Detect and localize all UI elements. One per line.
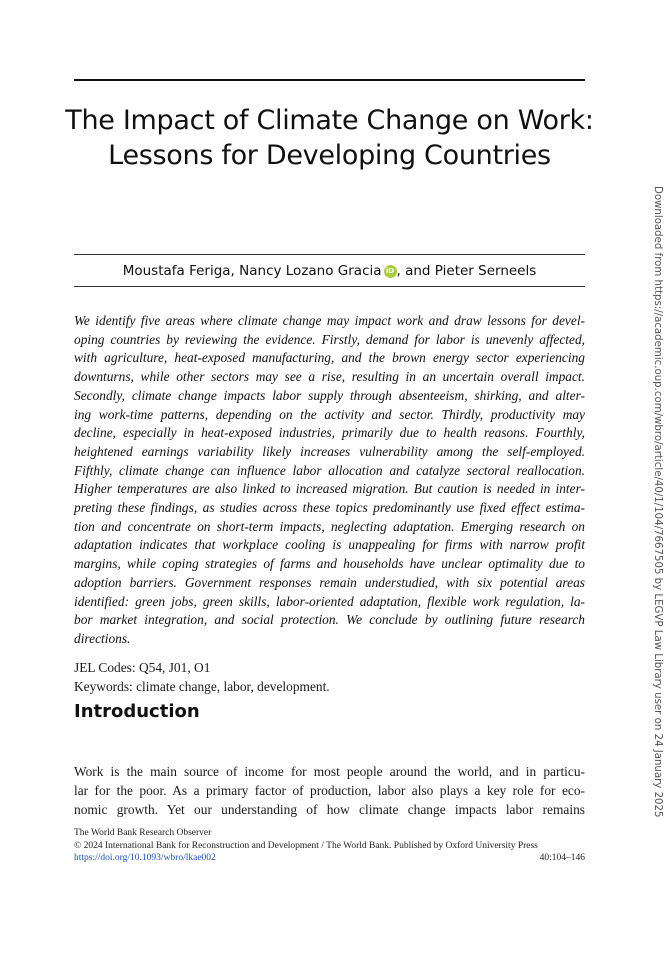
abstract: [74, 312, 585, 649]
page-footer: [74, 827, 585, 865]
abstract-line: Secondly, climate change impacts labor supply through absenteeism, shirking, and alter-: [74, 387, 585, 403]
body-line: Work is the main source of income for most people around the world, and in particu-: [74, 764, 585, 779]
copyright-notice: © 2024 International Bank for Reconstruction and Development / The World Bank. Published by Oxford University Press: [74, 840, 538, 851]
authors-text-end: , and Pieter Serneels: [396, 263, 537, 279]
abstract-line: Fifthly, climate change can influence labor allocation and catalyze sectoral reallocation.: [74, 462, 585, 478]
title-line: The Impact of Climate Change on Work:: [65, 105, 594, 136]
body-line: nomic growth. Yet our understanding of how climate change impacts labor remains: [74, 802, 585, 817]
download-watermark: Downloaded from https://academic.oup.com/wbro/article/40/1/104/7667505 by LEGVP Law Library user on 24 January 2025: [652, 186, 663, 818]
abstract-line: adoption barriers. Government responses remain understudied, with six potential areas: [74, 574, 585, 590]
keywords: Keywords: climate change, labor, development.: [74, 679, 330, 694]
abstract-line: tion and concentrate on short-term impacts, neglecting adaptation. Emerging research on: [74, 518, 585, 534]
doi-link[interactable]: https://doi.org/10.1093/wbro/lkae002: [74, 853, 216, 863]
abstract-line: Higher temperatures are also linked to increased migration. But caution is needed in inter-: [74, 481, 585, 497]
journal-name: The World Bank Research Observer: [74, 828, 212, 838]
abstract-line: downturns, while other sectors may see a rise, resulting in an uncertain overall impact.: [74, 369, 585, 385]
abstract-line: decline, especially in heat-exposed industries, primarily due to health reasons. Fourthly,: [74, 425, 585, 441]
abstract-line: identified: green jobs, green skills, labor-oriented adaptation, flexible work regulation, la-: [74, 593, 585, 609]
authors-text: Moustafa Feriga, Nancy Lozano Gracia: [122, 263, 382, 279]
abstract-line: margins, while coping strategies of farms and households have unclear optimality due to: [74, 556, 585, 572]
abstract-line: preting these findings, as studies across these topics predominantly use fixed effect estima-: [74, 500, 585, 516]
title-line: Lessons for Developing Countries: [108, 140, 551, 171]
introduction-paragraph: [74, 762, 585, 819]
abstract-line: bor market integration, and social protection. We conclude by outlining future research: [74, 612, 585, 628]
abstract-line: directions.: [74, 630, 131, 646]
section-heading-introduction: Introduction: [74, 701, 200, 722]
abstract-line: ing work-time patterns, depending on the activity and sector. Thirdly, productivity may: [74, 406, 585, 422]
article-title: [60, 103, 599, 173]
abstract-line: with agriculture, heat-exposed manufacturing, and the brown energy sector experiencing: [74, 350, 585, 366]
orcid-icon[interactable]: iD: [384, 265, 397, 278]
abstract-line: oping countries by reviewing the evidence. Firstly, demand for labor is unevenly affected,: [74, 331, 585, 347]
jel-codes: JEL Codes: Q54, J01, O1: [74, 660, 211, 675]
abstract-line: heightened earnings variability likely increases vulnerability among the self-employed.: [74, 443, 585, 459]
page-range: 40:104–146: [539, 853, 585, 863]
abstract-line: adaptation indicates that workplace cooling is unappealing for firms with narrow profit: [74, 537, 585, 553]
authors-rule-top: [74, 254, 585, 255]
doi-row: [74, 852, 585, 865]
abstract-line: We identify five areas where climate change may impact work and draw lessons for devel-: [74, 313, 585, 328]
author-list: [74, 260, 585, 282]
authors-rule-bottom: [74, 286, 585, 287]
top-rule: [74, 79, 585, 81]
body-line: lar for the poor. As a primary factor of production, labor also plays a key role for eco-: [74, 783, 585, 798]
